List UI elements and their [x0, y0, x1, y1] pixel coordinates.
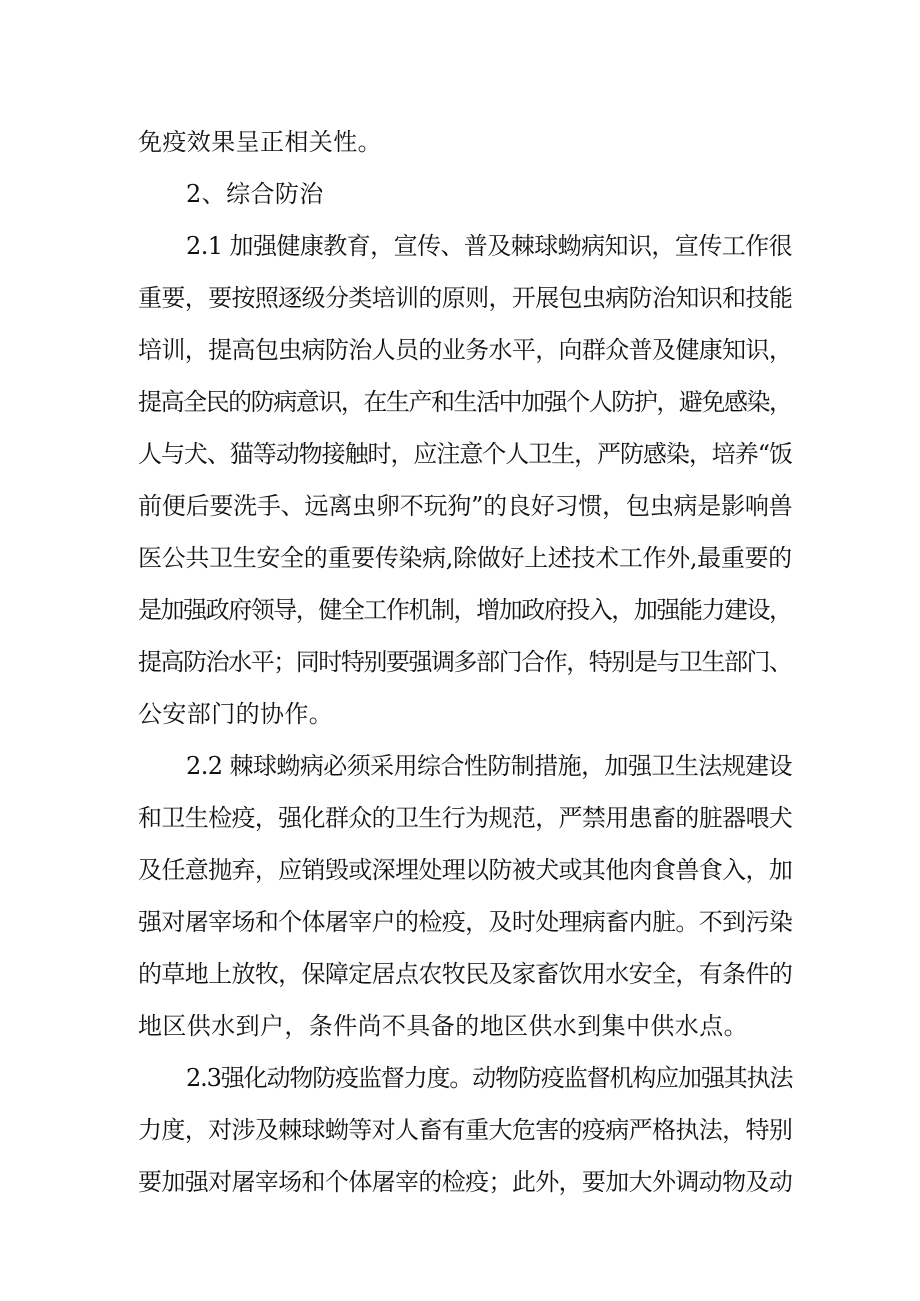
text-line: 2.1 加强健康教育，宣传、普及棘球蚴病知识，宣传工作很	[186, 232, 792, 260]
text-line: 培训，提高包虫病防治人员的业务水平，向群众普及健康知识，	[138, 336, 793, 364]
text-line: 重要，要按照逐级分类培训的原则，开展包虫病防治知识和技能	[138, 284, 793, 312]
text-line: 2.3强化动物防疫监督力度。动物防疫监督机构应加强其执法	[186, 1064, 793, 1092]
text-line: 地区供水到户，条件尚不具备的地区供水到集中供水点。	[138, 1012, 748, 1040]
text-line: 提高防治水平；同时特别要强调多部门合作，特别是与卫生部门、	[138, 648, 792, 676]
text-line: 2.2 棘球蚴病必须采用综合性防制措施，加强卫生法规建设	[186, 752, 792, 780]
text-line: 提高全民的防病意识，在生产和生活中加强个人防护，避免感染，	[138, 388, 792, 416]
text-line: 力度，对涉及棘球蚴等对人畜有重大危害的疫病严格执法，特别	[138, 1116, 793, 1144]
text-line: 强对屠宰场和个体屠宰户的检疫，及时处理病畜内脏。不到污染	[138, 908, 793, 936]
text-line: 是加强政府领导，健全工作机制，增加政府投入，加强能力建设，	[138, 596, 792, 624]
text-line: 医公共卫生安全的重要传染病,除做好上述技术工作外,最重要的	[138, 544, 792, 572]
text-line: 要加强对屠宰场和个体屠宰的检疫；此外，要加大外调动物及动	[138, 1168, 793, 1196]
text-line: 及任意抛弃，应销毁或深埋处理以防被犬或其他肉食兽食入，加	[138, 856, 793, 884]
text-line: 人与犬、猫等动物接触时，应注意个人卫生，严防感染，培养“饭	[138, 440, 792, 468]
text-line: 的草地上放牧，保障定居点农牧民及家畜饮用水安全，有条件的	[138, 960, 793, 988]
text-line: 免疫效果呈正相关性。	[138, 128, 382, 156]
section-heading: 2、综合防治	[186, 180, 324, 208]
text-line: 公安部门的协作。	[138, 700, 334, 728]
text-line: 和卫生检疫，强化群众的卫生行为规范，严禁用患畜的脏器喂犬	[138, 804, 793, 832]
text-line: 前便后要洗手、远离虫卵不玩狗”的良好习惯，包虫病是影响兽	[138, 492, 793, 520]
